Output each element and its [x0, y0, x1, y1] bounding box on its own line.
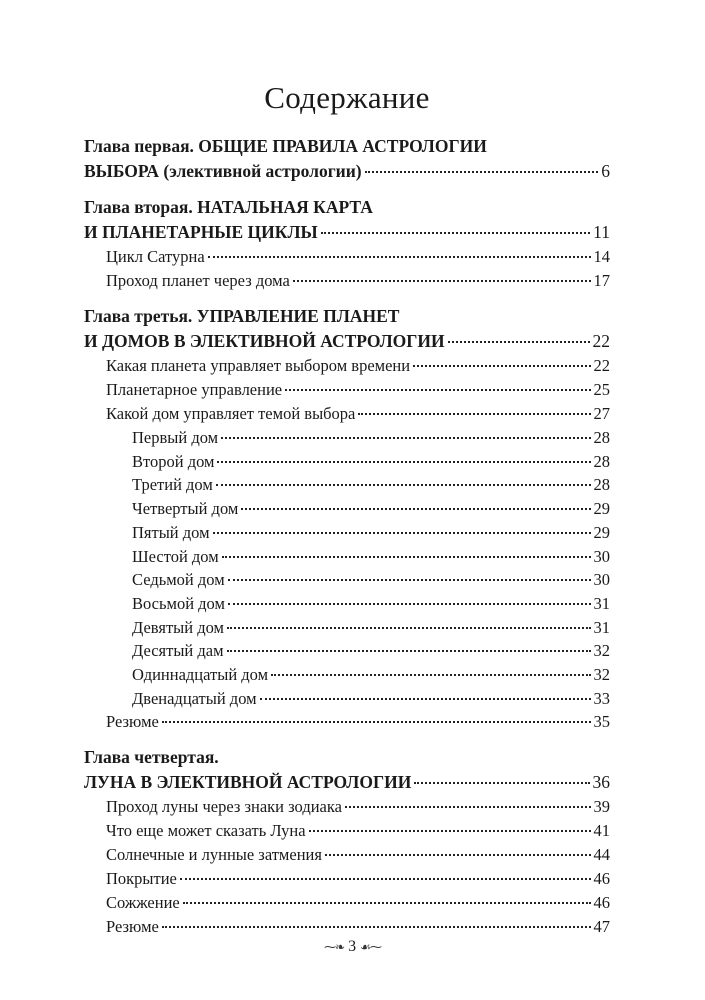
- dot-leader: [321, 231, 590, 234]
- entry-title: Двенадцатый дом: [132, 688, 257, 708]
- dot-leader: [216, 483, 591, 486]
- page-ref: 35: [593, 712, 610, 732]
- dot-leader: [213, 531, 591, 534]
- chapter-heading-line[interactable]: Глава четвертая.: [84, 747, 219, 768]
- entry-title: Планетарное управление: [106, 380, 283, 399]
- entry-title: Проход луны через знаки зодиака: [106, 797, 342, 817]
- dot-leader: [285, 388, 590, 391]
- chapter-heading-line[interactable]: Глава первая. ОБЩИЕ ПРАВИЛА АСТРОЛОГИИ: [84, 136, 487, 156]
- entry-title: Седьмой дом: [132, 570, 225, 590]
- dot-leader: [413, 364, 590, 367]
- toc-section[interactable]: [84, 354, 610, 378]
- page-ref: 28: [593, 428, 610, 447]
- table-of-contents: [84, 134, 610, 939]
- entry-title: Покрытие: [106, 869, 177, 889]
- page-ref: 6: [601, 161, 610, 181]
- page-ref: 11: [593, 222, 610, 242]
- toc-subsection[interactable]: [84, 497, 610, 521]
- dot-leader: [293, 279, 591, 282]
- chapter-heading-line[interactable]: Глава вторая. НАТАЛЬНАЯ КАРТА: [84, 197, 373, 217]
- toc-section[interactable]: [84, 245, 610, 269]
- entry-title: Что еще может сказать Луна: [106, 821, 306, 841]
- toc-subsection[interactable]: [84, 639, 610, 663]
- page-ref: 33: [593, 688, 610, 708]
- toc-subsection[interactable]: [84, 568, 610, 592]
- page-ref: 28: [593, 475, 610, 495]
- toc-section[interactable]: [84, 843, 610, 867]
- toc-page: [84, 78, 610, 939]
- toc-subsection[interactable]: [84, 592, 610, 616]
- page-ref: 17: [593, 271, 610, 290]
- right-ornament: ☙⁓: [360, 940, 381, 954]
- page-ref: 30: [593, 570, 610, 590]
- entry-title: Проход планет через дома: [106, 271, 290, 290]
- page-ref: 36: [592, 772, 610, 793]
- toc-section[interactable]: [84, 795, 610, 819]
- page-ref: 22: [592, 331, 610, 351]
- entry-title: Первый дом: [132, 428, 219, 447]
- dot-leader: [180, 877, 591, 880]
- toc-chapter: [84, 134, 610, 184]
- toc-section[interactable]: [84, 915, 610, 939]
- dot-leader: [358, 412, 590, 415]
- dot-leader: [227, 649, 591, 652]
- dot-leader: [345, 805, 591, 808]
- dot-leader: [271, 673, 590, 676]
- dot-leader: [241, 507, 590, 510]
- toc-subsection[interactable]: [84, 521, 610, 545]
- dot-leader: [217, 460, 590, 463]
- entry-title: Девятый дом: [132, 617, 224, 637]
- toc-section[interactable]: [84, 867, 610, 891]
- left-ornament: ⁓❧: [324, 940, 345, 954]
- chapter-entry[interactable]: [84, 159, 610, 184]
- dot-leader: [222, 555, 591, 558]
- entry-title: Резюме: [106, 712, 159, 732]
- dot-leader: [228, 578, 591, 581]
- page-ref: 44: [593, 845, 610, 865]
- toc-subsection[interactable]: [84, 663, 610, 687]
- chapter-entry[interactable]: [84, 220, 610, 245]
- page-ref: 27: [593, 404, 610, 423]
- page-ref: 46: [593, 869, 610, 889]
- chapter-entry[interactable]: [84, 770, 610, 795]
- page-ref: 25: [593, 380, 610, 399]
- entry-title: Шестой дом: [132, 546, 219, 566]
- page-ref: 31: [593, 593, 610, 613]
- page-ref: 29: [593, 499, 610, 519]
- toc-chapter: [84, 745, 610, 939]
- toc-section[interactable]: [84, 819, 610, 843]
- dot-leader: [309, 829, 591, 832]
- entry-title: Четвертый дом: [132, 499, 239, 519]
- entry-title: Какая планета управляет выбором времени: [106, 356, 411, 375]
- dot-leader: [221, 436, 590, 439]
- page-ref: 46: [593, 893, 610, 913]
- page-ref: 30: [593, 546, 610, 566]
- page-ref: 41: [593, 821, 610, 841]
- page-ref: 47: [593, 917, 610, 937]
- dot-leader: [414, 781, 589, 784]
- dot-leader: [162, 925, 591, 928]
- chapter-heading-line: ЛУНА В ЭЛЕКТИВНОЙ АСТРОЛОГИИ: [84, 772, 412, 793]
- toc-subsection[interactable]: [84, 616, 610, 640]
- entry-title: Третий дом: [132, 475, 213, 495]
- entry-title: Одиннадцатый дом: [132, 665, 269, 685]
- page-ref: 39: [593, 797, 610, 817]
- dot-leader: [162, 720, 591, 723]
- toc-chapter: [84, 195, 610, 293]
- dot-leader: [325, 853, 591, 856]
- toc-subsection[interactable]: [84, 450, 610, 474]
- chapter-heading-line: И ДОМОВ В ЭЛЕКТИВНОЙ АСТРОЛОГИИ: [84, 331, 445, 351]
- toc-subsection[interactable]: [84, 545, 610, 569]
- entry-title: Солнечные и лунные затмения: [106, 845, 322, 865]
- page-ref: 28: [593, 451, 610, 471]
- dot-leader: [228, 602, 591, 605]
- chapter-heading-line: И ПЛАНЕТАРНЫЕ ЦИКЛЫ: [84, 222, 318, 242]
- chapter-entry[interactable]: [84, 329, 610, 354]
- toc-chapter: [84, 304, 610, 734]
- toc-subsection[interactable]: [84, 426, 610, 450]
- chapter-heading-line: ВЫБОРА (элективной астрологии): [84, 161, 362, 181]
- dot-leader: [260, 697, 591, 700]
- page-ref: 22: [593, 356, 610, 375]
- entry-title: Цикл Сатурна: [106, 247, 205, 266]
- entry-title: Резюме: [106, 917, 159, 937]
- page-footer: [0, 938, 705, 956]
- page-title: Содержание: [264, 80, 430, 115]
- toc-subsection[interactable]: [84, 687, 610, 711]
- chapter-heading-line[interactable]: Глава третья. УПРАВЛЕНИЕ ПЛАНЕТ: [84, 306, 400, 326]
- dot-leader: [365, 170, 599, 173]
- dot-leader: [183, 901, 591, 904]
- toc-subsection[interactable]: [84, 473, 610, 497]
- page-ref: 14: [593, 247, 610, 266]
- toc-section[interactable]: [84, 402, 610, 426]
- page-ref: 32: [593, 665, 610, 685]
- toc-section[interactable]: [84, 269, 610, 293]
- entry-title: Сожжение: [106, 893, 180, 913]
- toc-section[interactable]: [84, 710, 610, 734]
- dot-leader: [208, 255, 591, 258]
- entry-title: Восьмой дом: [132, 593, 225, 613]
- entry-title: Пятый дом: [132, 522, 210, 542]
- toc-section[interactable]: [84, 378, 610, 402]
- page-ref: 31: [593, 617, 610, 637]
- page-ref: 29: [593, 522, 610, 542]
- page-number: 3: [348, 938, 357, 955]
- dot-leader: [227, 626, 591, 629]
- toc-section[interactable]: [84, 891, 610, 915]
- dot-leader: [448, 340, 590, 343]
- entry-title: Десятый дам: [132, 641, 224, 661]
- page-ref: 32: [593, 641, 610, 661]
- entry-title: Какой дом управляет темой выбора: [106, 404, 356, 423]
- entry-title: Второй дом: [132, 451, 215, 471]
